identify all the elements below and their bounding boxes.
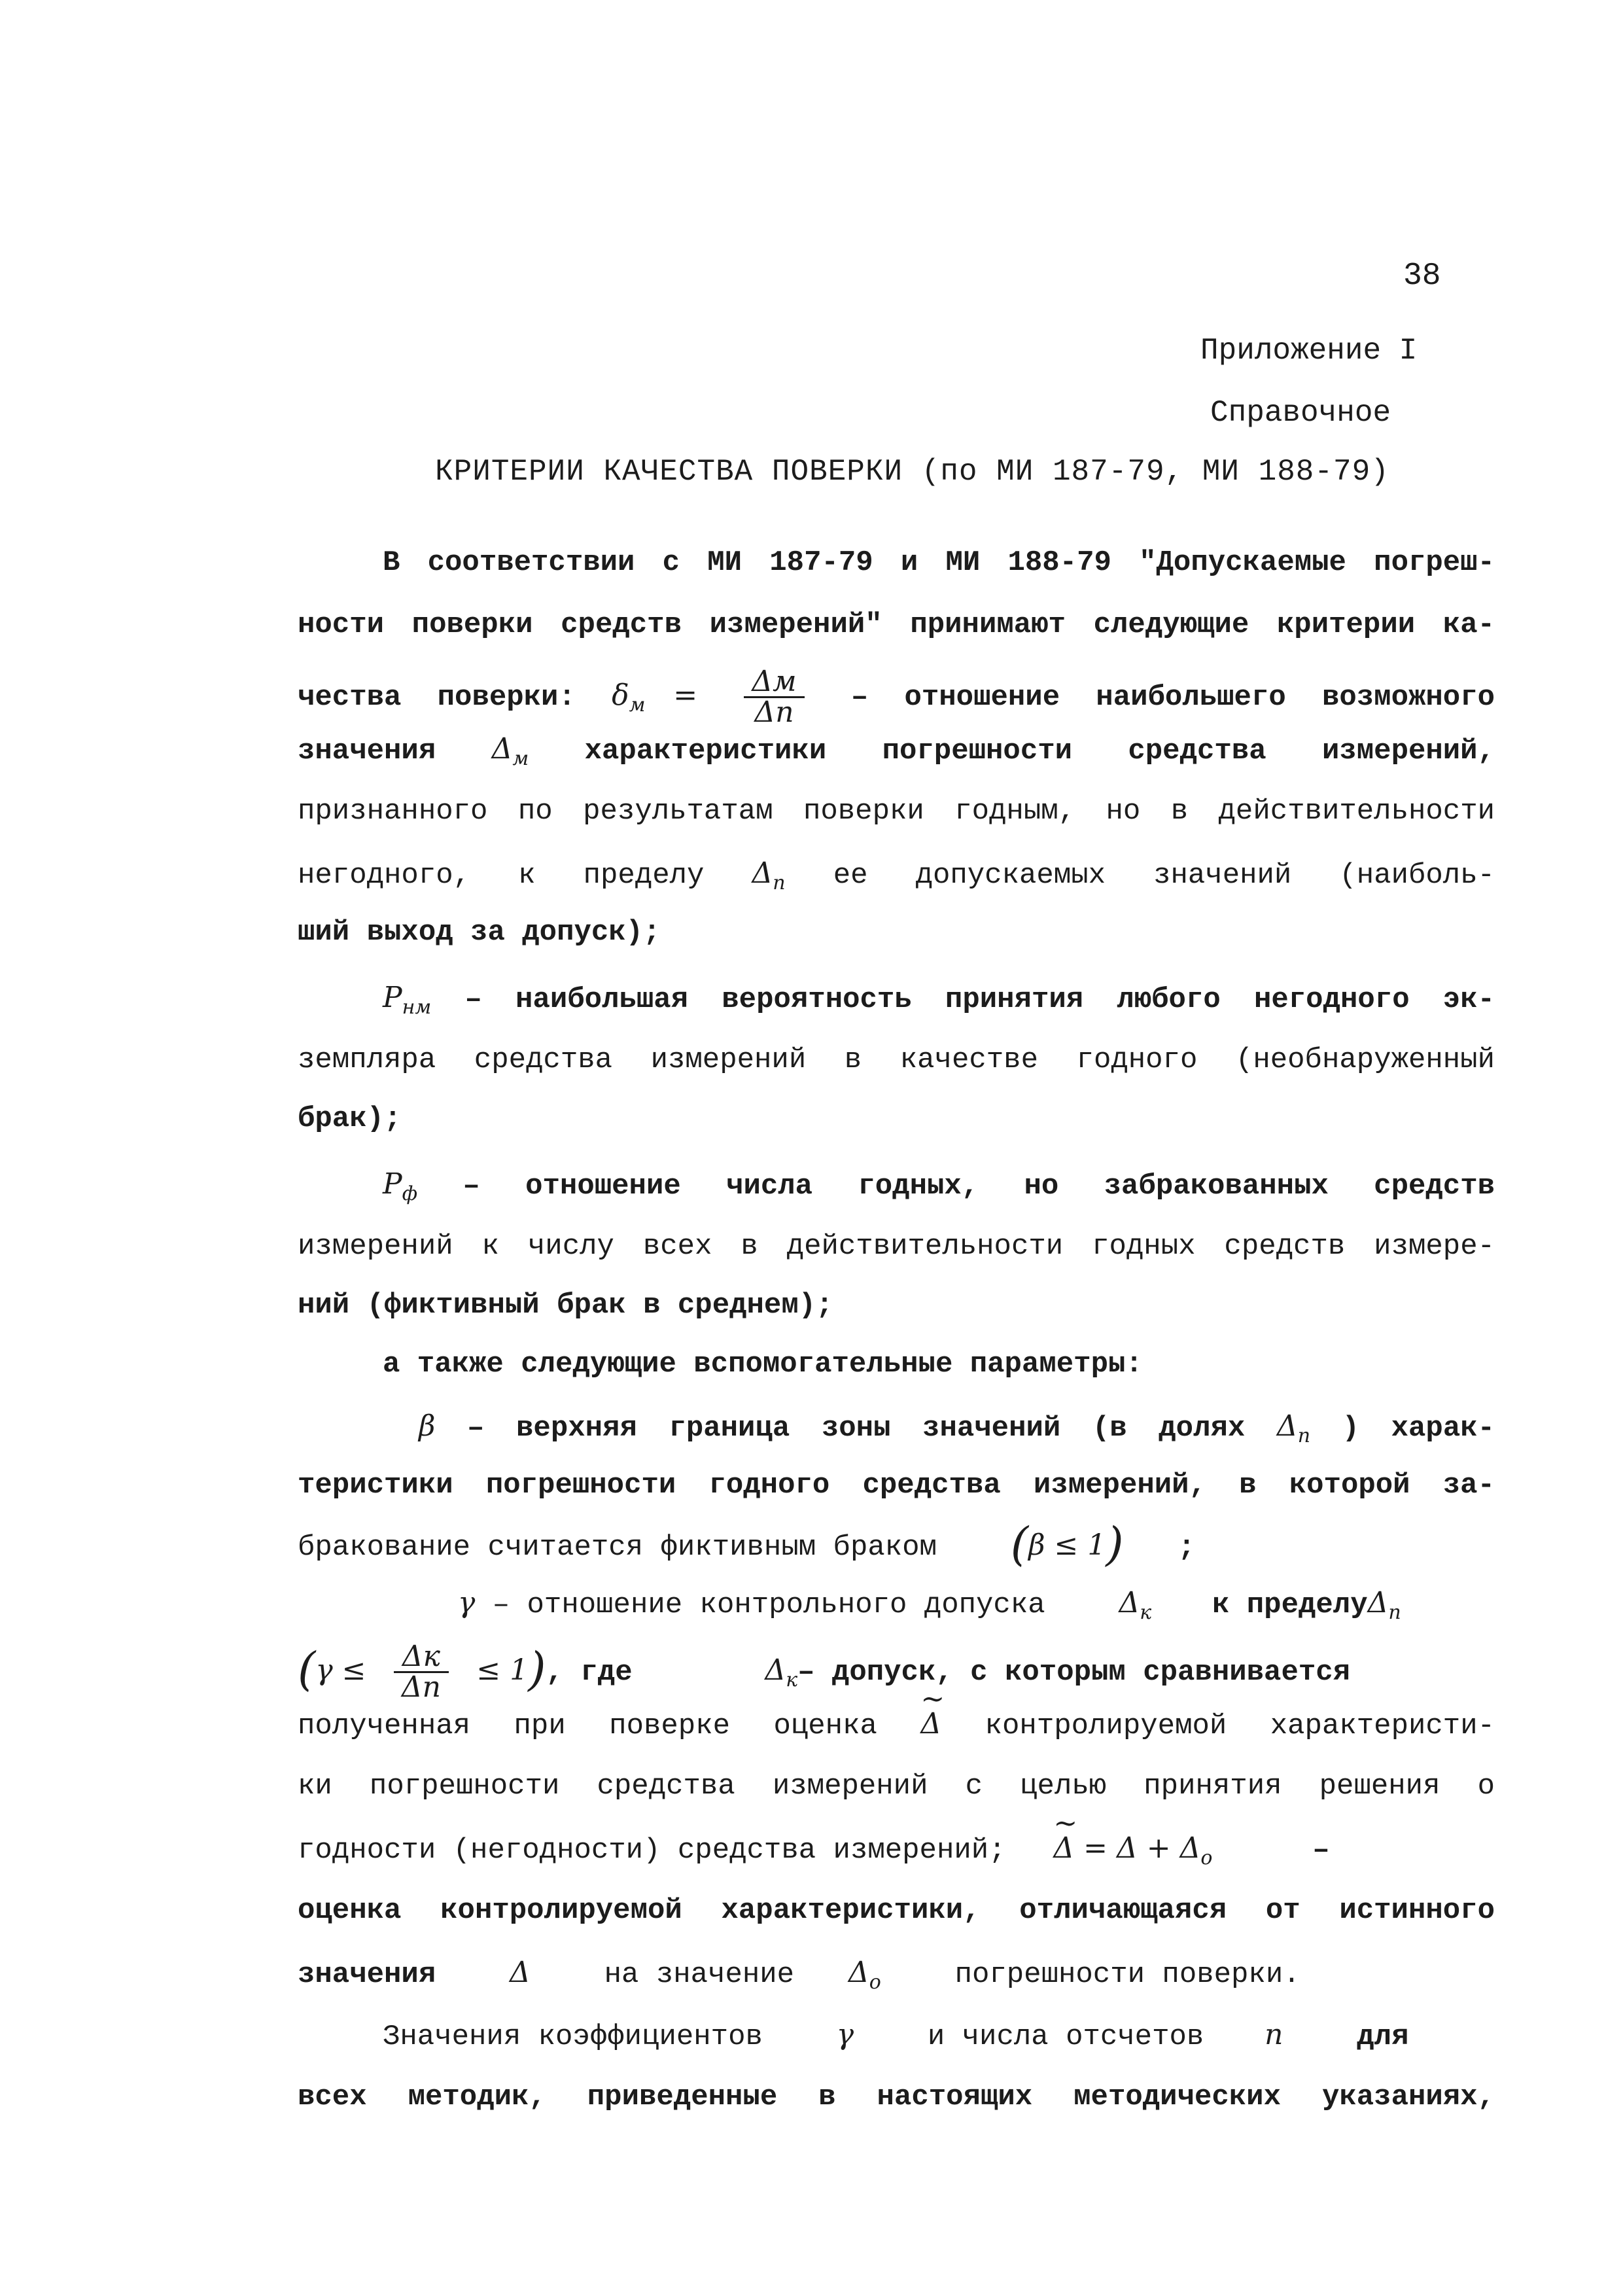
subscript: к <box>1140 1601 1152 1624</box>
gamma-condition: (γ ≤ <box>298 1642 366 1697</box>
fraction-numerator: Δм <box>744 667 804 698</box>
text-line: всех методик, приведенные в настоящих методических указаниях, <box>298 2081 1495 2113</box>
subscript: м <box>629 694 646 717</box>
text-span: к пределу <box>1212 1589 1368 1621</box>
subscript: п <box>1297 1424 1311 1447</box>
text-span: характеристики погрешности средства измерений, <box>584 735 1495 768</box>
text-span: на значение <box>604 1958 795 1991</box>
text-span: и числа отсчетов <box>927 2021 1204 2053</box>
text-span: Значения коэффициентов <box>383 2021 763 2053</box>
text-line: ний (фиктивный брак в среднем); <box>298 1289 833 1322</box>
delta-symbol: Δ <box>848 1956 869 1989</box>
fraction-denominator: Δп <box>754 696 794 729</box>
text-line <box>298 1829 1495 1878</box>
text-line <box>298 1704 1495 1746</box>
text-line <box>419 1407 1495 1456</box>
probability-symbol: P <box>383 981 402 1014</box>
fraction <box>394 1642 449 1702</box>
gamma-symbol: γ <box>458 1586 476 1619</box>
text-span: негодного, к пределу <box>298 859 705 892</box>
text-line <box>298 1517 1495 1571</box>
n-symbol: n <box>1265 2018 1283 2051</box>
text-span: погрешности поверки. <box>954 1958 1300 1991</box>
gamma-le: γ ≤ <box>315 1653 366 1687</box>
formula-symbol <box>383 981 432 1019</box>
text-span: ) харак- <box>1342 1412 1495 1445</box>
fraction <box>744 667 804 727</box>
text-line: В соответствии с МИ 187-79 и МИ 188-79 "Допускаемые погреш- <box>383 546 1495 579</box>
formula-symbol <box>491 732 529 770</box>
formula-symbol <box>1276 1409 1311 1447</box>
text-line <box>298 1642 1495 1702</box>
text-span: – отношение наибольшего возможного <box>850 681 1495 715</box>
condition-text: β ≤ 1 <box>1028 1528 1106 1562</box>
text-span: бракование считается фиктивным браком <box>298 1531 937 1564</box>
page-number: 38 <box>1403 258 1441 294</box>
text-span: – отношение числа годных, но забракованных средств <box>462 1170 1495 1203</box>
beta-symbol: β <box>419 1409 436 1443</box>
text-span: ; <box>1178 1531 1195 1564</box>
text-line: ший выход за допуск); <box>298 916 661 949</box>
text-span: годности (негодности) средства измерений; <box>298 1834 1006 1867</box>
text-line: а также следующие вспомогательные параметры: <box>383 1348 1143 1381</box>
delta-symbol: Δ <box>1119 1586 1140 1619</box>
reference-label: Справочное <box>1210 396 1391 430</box>
formula-symbol <box>383 1167 418 1205</box>
text-line: теристики погрешности годного средства измерений, в которой за- <box>298 1469 1495 1502</box>
text-span: чества поверки: <box>298 681 576 715</box>
appendix-label: Приложение I <box>1200 334 1418 368</box>
subscript: м <box>512 747 529 770</box>
text-line <box>458 1583 1495 1633</box>
text-line: брак); <box>298 1103 402 1135</box>
fraction-denominator: Δп <box>401 1670 441 1704</box>
formula-symbol <box>1119 1586 1152 1624</box>
text-span: – верхняя граница зоны значений (в долях <box>467 1412 1246 1445</box>
text-span: полученная при поверке оценка <box>298 1710 877 1742</box>
text-line <box>298 854 1495 903</box>
delta-symbol: Δ <box>1276 1409 1298 1443</box>
subscript: о <box>1200 1846 1213 1869</box>
formula-symbol <box>612 679 698 717</box>
text-span: – допуск, с которым сравнивается <box>797 1656 1351 1689</box>
text-line <box>383 1165 1495 1214</box>
formula-symbol <box>1367 1586 1401 1624</box>
subscript: ф <box>402 1182 418 1205</box>
le-one: ≤ 1 <box>476 1653 529 1687</box>
delta-symbol: δ <box>612 679 629 713</box>
text-span: значения <box>298 1958 436 1991</box>
text-span: – наибольшая вероятность принятия любого негодного эк- <box>464 983 1495 1016</box>
delta-symbol: Δ <box>752 857 773 890</box>
formula-rest: = Δ + Δ <box>1083 1831 1201 1865</box>
subscript: нм <box>402 996 432 1019</box>
document-title: КРИТЕРИИ КАЧЕСТВА ПОВЕРКИ (по МИ 187-79, МИ 188-79) <box>435 455 1389 489</box>
text-span: для <box>1357 2021 1409 2053</box>
text-span: ее допускаемых значений (наиболь- <box>833 859 1495 892</box>
estimate-formula <box>1053 1831 1213 1869</box>
text-line: земпляра средства измерений в качестве годного (необнаруженный <box>298 1044 1495 1076</box>
condition-formula: (β ≤ 1) <box>1010 1517 1124 1571</box>
text-span: контролируемой характеристи- <box>985 1710 1495 1742</box>
delta-symbol: Δ <box>1367 1586 1389 1619</box>
text-line <box>383 2015 1495 2057</box>
delta-hat-symbol: ~ Δ <box>1053 1829 1074 1868</box>
delta-symbol: Δ <box>491 732 513 766</box>
equals-sign: = <box>673 679 698 713</box>
text-line: признанного по результатам поверки годным, но в действительности <box>298 795 1495 828</box>
fraction-numerator: Δк <box>394 1642 449 1673</box>
subscript: п <box>773 872 786 894</box>
text-span: значения <box>298 735 436 768</box>
formula-tail: ≤ 1) <box>476 1642 546 1697</box>
delta-symbol: Δ <box>765 1653 786 1687</box>
text-span: – <box>1312 1834 1330 1867</box>
formula-symbol <box>848 1956 881 1994</box>
delta-hat-symbol: ~ Δ <box>920 1704 941 1744</box>
text-line: оценка контролируемой характеристики, отличающаяся от истинного <box>298 1894 1495 1927</box>
subscript: о <box>869 1971 881 1994</box>
text-line <box>298 667 1495 727</box>
formula-symbol <box>765 1653 798 1692</box>
text-line: ности поверки средств измерений" принимают следующие критерии ка- <box>298 609 1495 641</box>
probability-symbol: P <box>383 1167 402 1201</box>
text-span: – отношение контрольного допуска <box>492 1589 1045 1621</box>
text-line: измерений к числу всех в действительности годных средств измере- <box>298 1230 1495 1263</box>
text-span: , где <box>546 1656 633 1689</box>
subscript: п <box>1388 1601 1401 1624</box>
formula-symbol <box>752 857 786 894</box>
text-line <box>298 1953 1495 2002</box>
text-line <box>298 730 1495 779</box>
subscript: к <box>786 1669 798 1692</box>
text-line: ки погрешности средства измерений с целью принятия решения о <box>298 1770 1495 1803</box>
gamma-symbol: γ <box>836 2018 854 2051</box>
text-line <box>383 978 1495 1027</box>
delta-symbol: Δ <box>510 1956 531 1989</box>
